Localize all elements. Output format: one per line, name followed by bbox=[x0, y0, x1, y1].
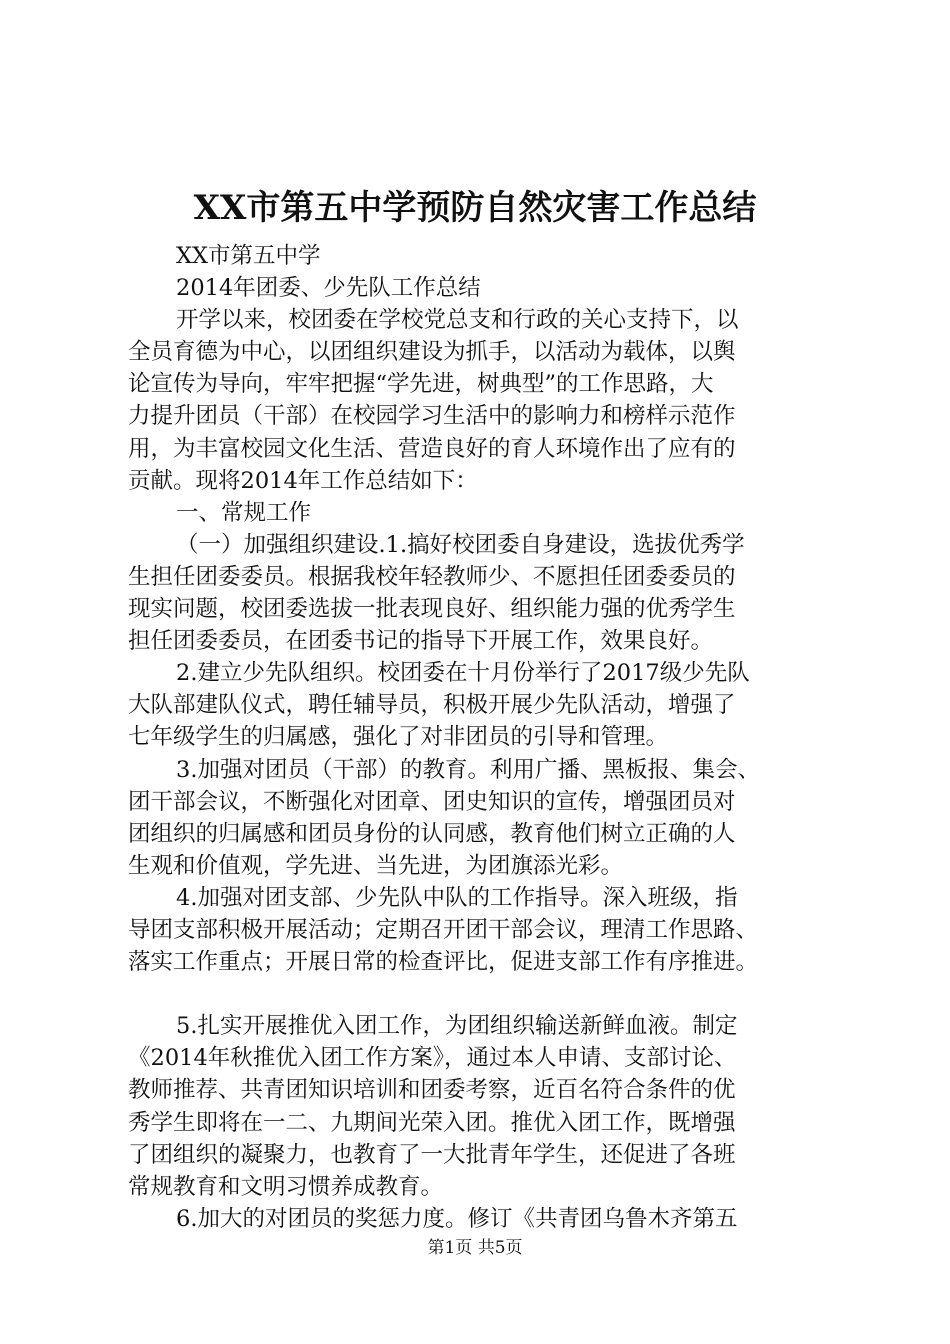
body-line: 导团支部积极开展活动；定期召开团干部会议，理清工作思路、 bbox=[128, 916, 759, 943]
body-line: XX市第五中学 bbox=[176, 243, 321, 269]
body-line: 《2014年秋推优入团工作方案》，通过本人申请、支部讨论、 bbox=[128, 1045, 737, 1072]
body-line: 担任团委委员，在团委书记的指导下开展工作，效果良好。 bbox=[128, 628, 714, 655]
body-line: 大队部建队仪式，聘任辅导员，积极开展少先队活动，增强了 bbox=[128, 692, 736, 719]
body-line: 秀学生即将在一二、九期间光荣入团。推优入团工作，既增强 bbox=[128, 1109, 736, 1136]
body-line: 现实问题，校团委选拔一批表现良好、组织能力强的优秀学生 bbox=[128, 596, 736, 623]
body-line: 开学以来，校团委在学校党总支和行政的关心支持下，以 bbox=[176, 307, 739, 334]
body-line bbox=[128, 978, 848, 1010]
body-line: 落实工作重点；开展日常的检查评比，促进支部工作有序推进。 bbox=[128, 949, 759, 976]
body-line: 论宣传为导向，牢牢把握“学先进，树典型”的工作思路，大 bbox=[128, 371, 714, 398]
body-line: 常规教育和文明习惯养成教育。 bbox=[128, 1173, 444, 1200]
body-line: 3.加强对团员（干部）的教育。利用广播、黑板报、集会、 bbox=[176, 756, 760, 783]
document-title: XX市第五中学预防自然灾害工作总结 bbox=[193, 188, 757, 228]
body-line: 2.建立少先队组织。校团委在十月份举行了2017级少先队 bbox=[176, 660, 750, 687]
body-line: 教师推荐、共青团知识培训和团委考察，近百名符合条件的优 bbox=[128, 1077, 736, 1104]
body-line: 一、常规工作 bbox=[176, 499, 312, 526]
body-line: 生观和价值观，学先进、当先进，为团旗添光彩。 bbox=[128, 852, 624, 879]
body-line: 团干部会议，不断强化对团章、团史知识的宣传，增强团员对 bbox=[128, 788, 736, 815]
body-line: 贡献。现将2014年工作总结如下： bbox=[128, 467, 478, 494]
body-line: 5.扎实开展推优入团工作，为团组织输送新鲜血液。制定 bbox=[176, 1013, 738, 1040]
body-line: 全员育德为中心，以团组织建设为抓手，以活动为载体，以舆 bbox=[128, 339, 736, 366]
body-line: 4.加强对团支部、少先队中队的工作指导。深入班级，指 bbox=[176, 884, 738, 911]
body-line: 了团组织的凝聚力，也教育了一大批青年学生，还促进了各班 bbox=[128, 1141, 736, 1168]
body-line: 6.加大的对团员的奖惩力度。修订《共青团乌鲁木齐第五 bbox=[176, 1205, 738, 1232]
body-line: 生担任团委委员。根据我校年轻教师少、不愿担任团委委员的 bbox=[128, 563, 736, 590]
body-line: 团组织的归属感和团员身份的认同感，教育他们树立正确的人 bbox=[128, 820, 736, 847]
body-line: （一）加强组织建设.1.搞好校团委自身建设，选拔优秀学 bbox=[176, 531, 745, 558]
body-line: 七年级学生的归属感，强化了对非团员的引导和管理。 bbox=[128, 724, 669, 751]
document-body bbox=[128, 240, 848, 1235]
body-line: 力提升团员（干部）在校园学习生活中的影响力和榜样示范作 bbox=[128, 403, 736, 430]
body-line: 2014年团委、少先队工作总结 bbox=[176, 275, 481, 302]
body-line: 用，为丰富校园文化生活、营造良好的育人环境作出了应有的 bbox=[128, 435, 736, 462]
page-footer: 第1页 共5页 bbox=[427, 1238, 523, 1258]
